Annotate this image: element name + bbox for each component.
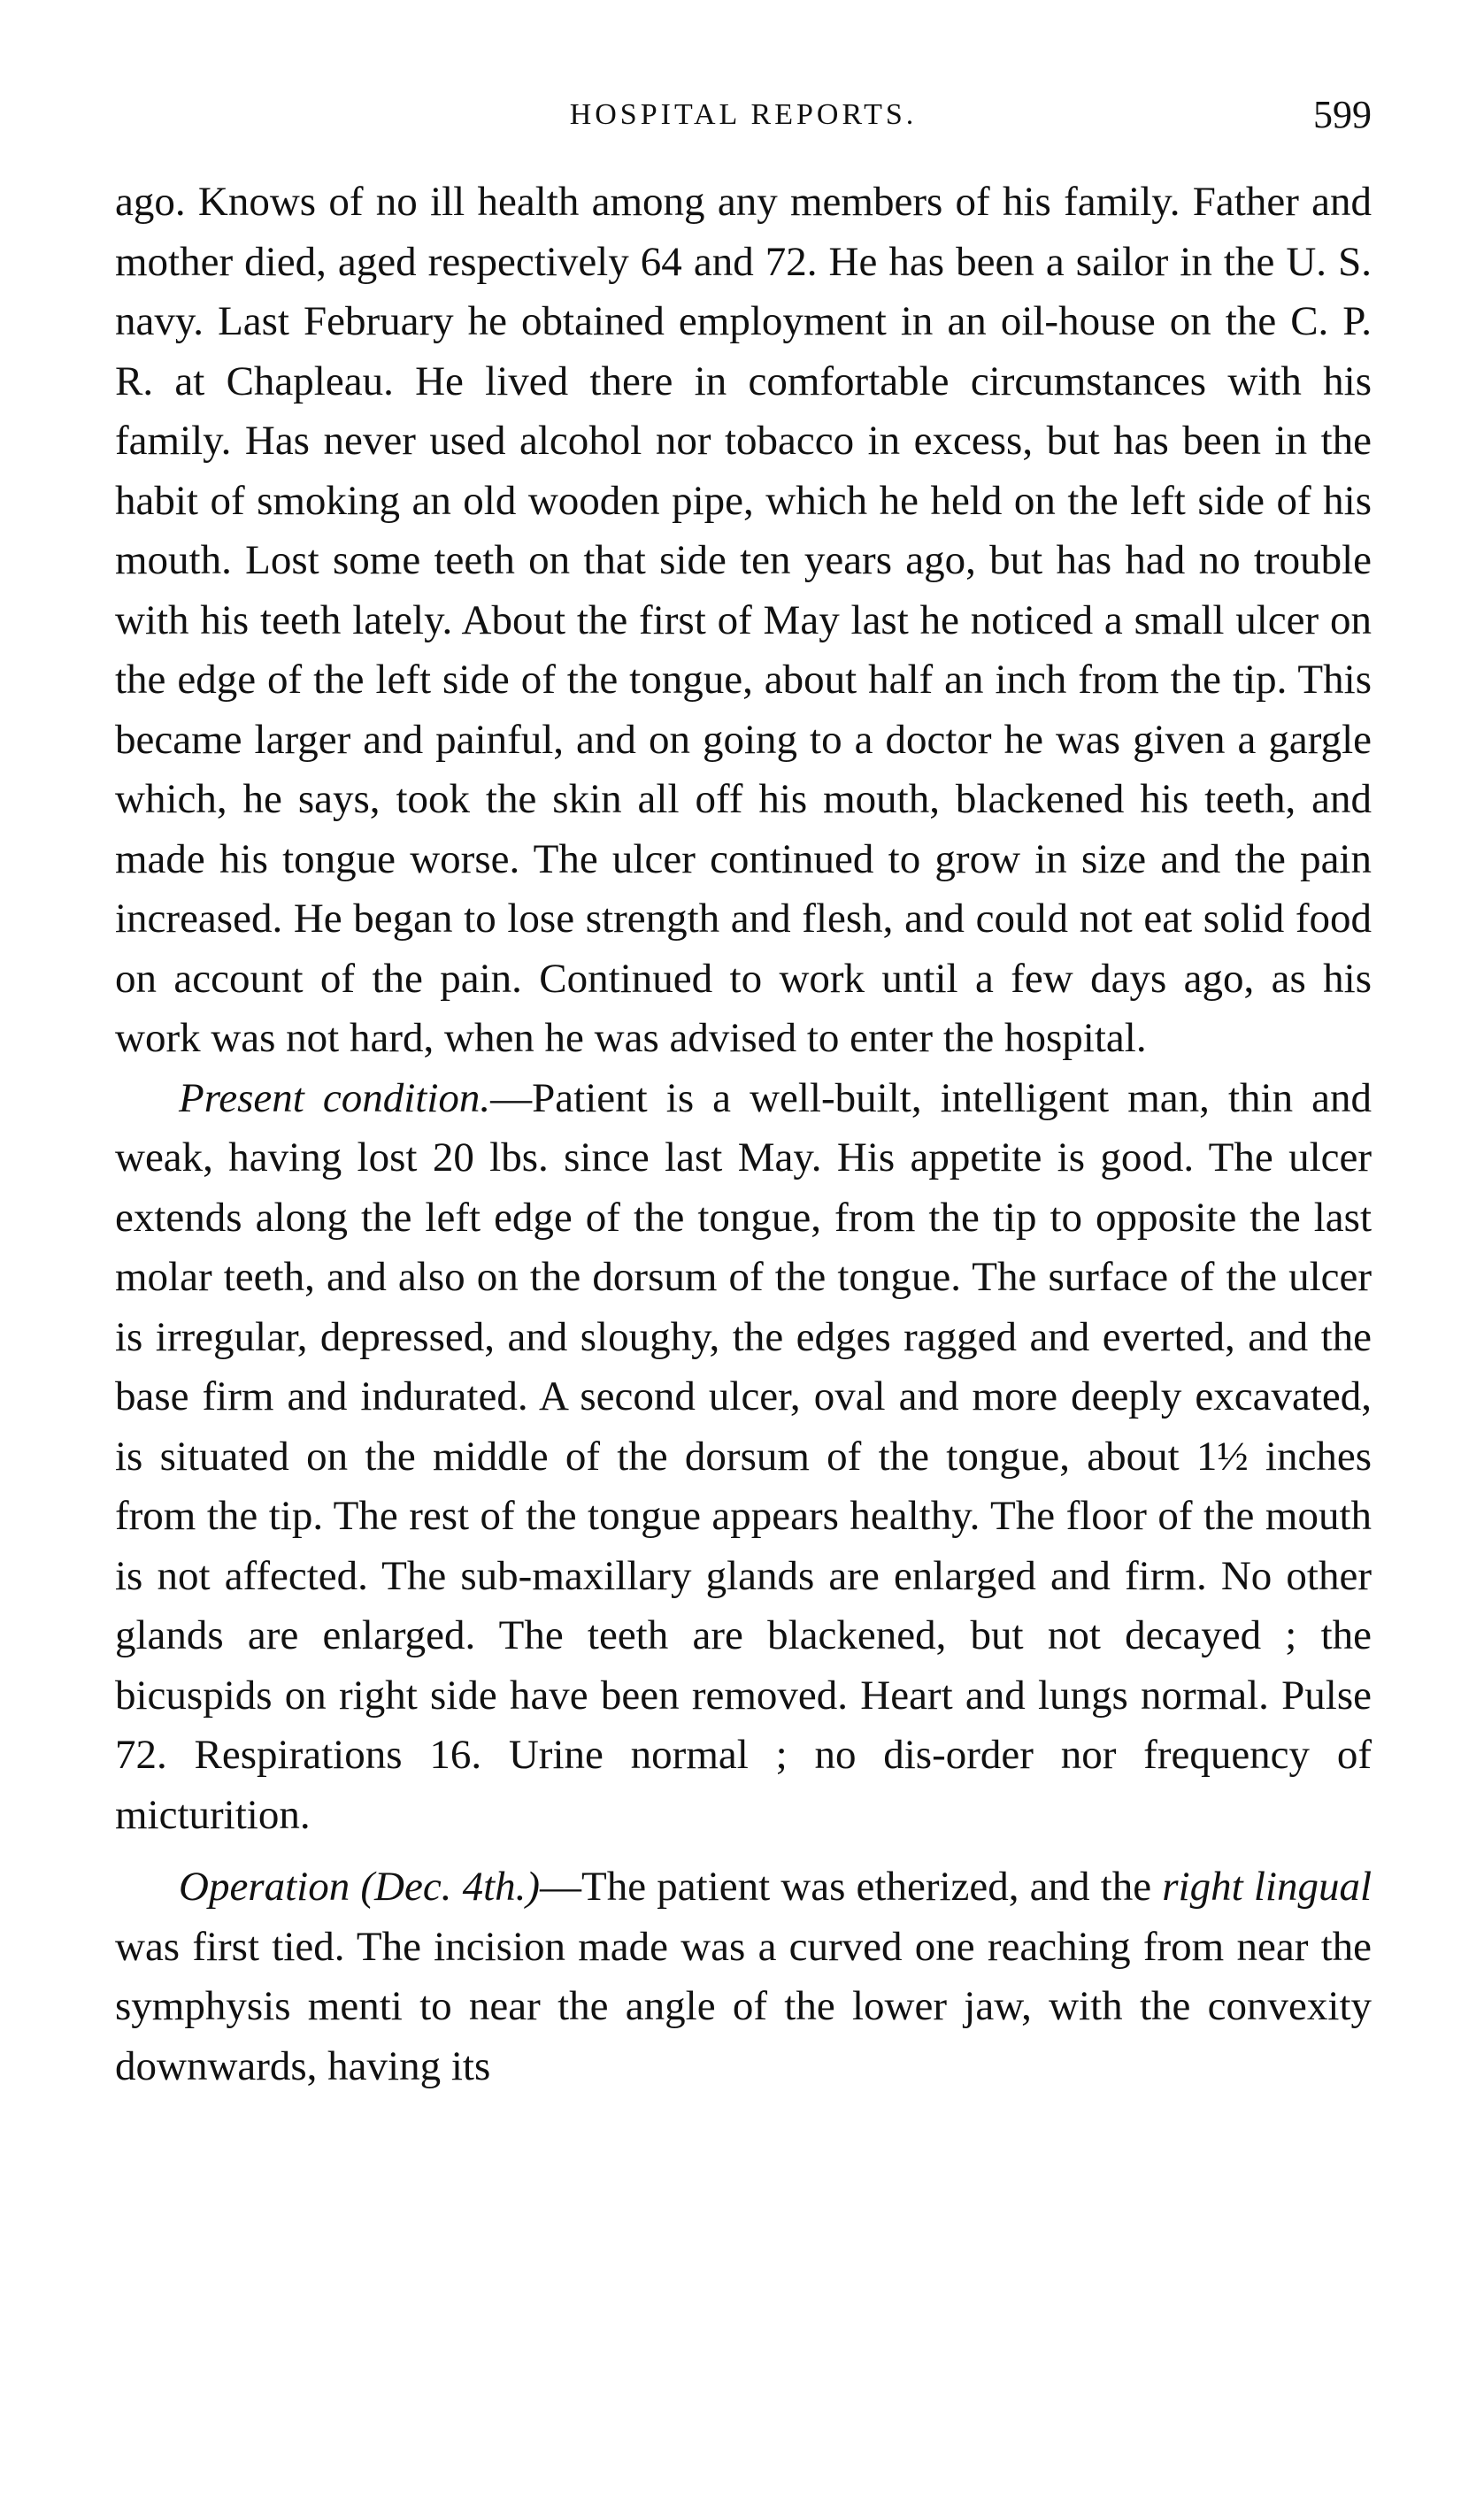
- paragraph-text: ago. Knows of no ill health among any members of his family. Father and mother died, aged respectively 64 and 72. He has been a sailor in the U. S. navy. Last February he obtained employment in an oil-house on the C. P. R. at Chapleau. He lived there in comfortable circumstances with his family. Has never used alcohol nor tobacco in excess, but has been in the habit of smoking an old wooden pipe, which he held on the left side of his mouth. Lost some teeth on that side ten years ago, but has had no trouble with his teeth lately. About the first of May last he noticed a small ulcer on the edge of the left side of the tongue, about half an inch from the tip. This became larger and painful, and on going to a doctor he was given a gargle which, he says, took the skin all off his mouth, blackened his teeth, and made his tongue worse. The ulcer continued to grow in size and the pain increased. He began to lose strength and flesh, and could not eat solid food on account of the pain. Continued to work until a few days ago, as his work was not hard, when he was advised to enter the hospital.: [115, 179, 1372, 1061]
- paragraph-text: was first tied. The incision made was a curved one reaching from near the symphysis menti to near the angle of the lower jaw, with the convexity downwards, having its: [115, 1923, 1372, 2089]
- present-condition-paragraph: [115, 1069, 1372, 1846]
- page-number: 599: [1313, 93, 1372, 136]
- operation-paragraph: [115, 1857, 1372, 2096]
- italic-phrase: right lingual: [1162, 1864, 1372, 1910]
- history-paragraph: [115, 173, 1372, 1069]
- run-in-heading: Operation (Dec. 4th.): [179, 1864, 541, 1910]
- run-in-heading: Present condition.: [179, 1074, 491, 1121]
- page-header: [115, 88, 1372, 142]
- body-text: [115, 173, 1372, 2096]
- running-head: HOSPITAL REPORTS.: [569, 98, 918, 131]
- paragraph-text: —Patient is a well-built, intelligent man, thin and weak, having lost 20 lbs. since last May. His appetite is good. The ulcer extends along the left edge of the tongue, from the tip to opposite the last molar teeth, and also on the dorsum of the tongue. The surface of the ulcer is irregular, depressed, and sloughy, the edges ragged and everted, and the base firm and indurated. A second ulcer, oval and more deeply excavated, is situated on the middle of the dorsum of the tongue, about 1½ inches from the tip. The rest of the tongue appears healthy. The floor of the mouth is not affected. The sub-maxillary glands are enlarged and firm. No other glands are enlarged. The teeth are blackened, but not decayed ; the bicuspids on right side have been removed. Heart and lungs normal. Pulse 72. Respirations 16. Urine normal ; no dis-order nor frequency of micturition.: [115, 1074, 1372, 1838]
- paragraph-text: —The patient was etherized, and the: [540, 1864, 1163, 1910]
